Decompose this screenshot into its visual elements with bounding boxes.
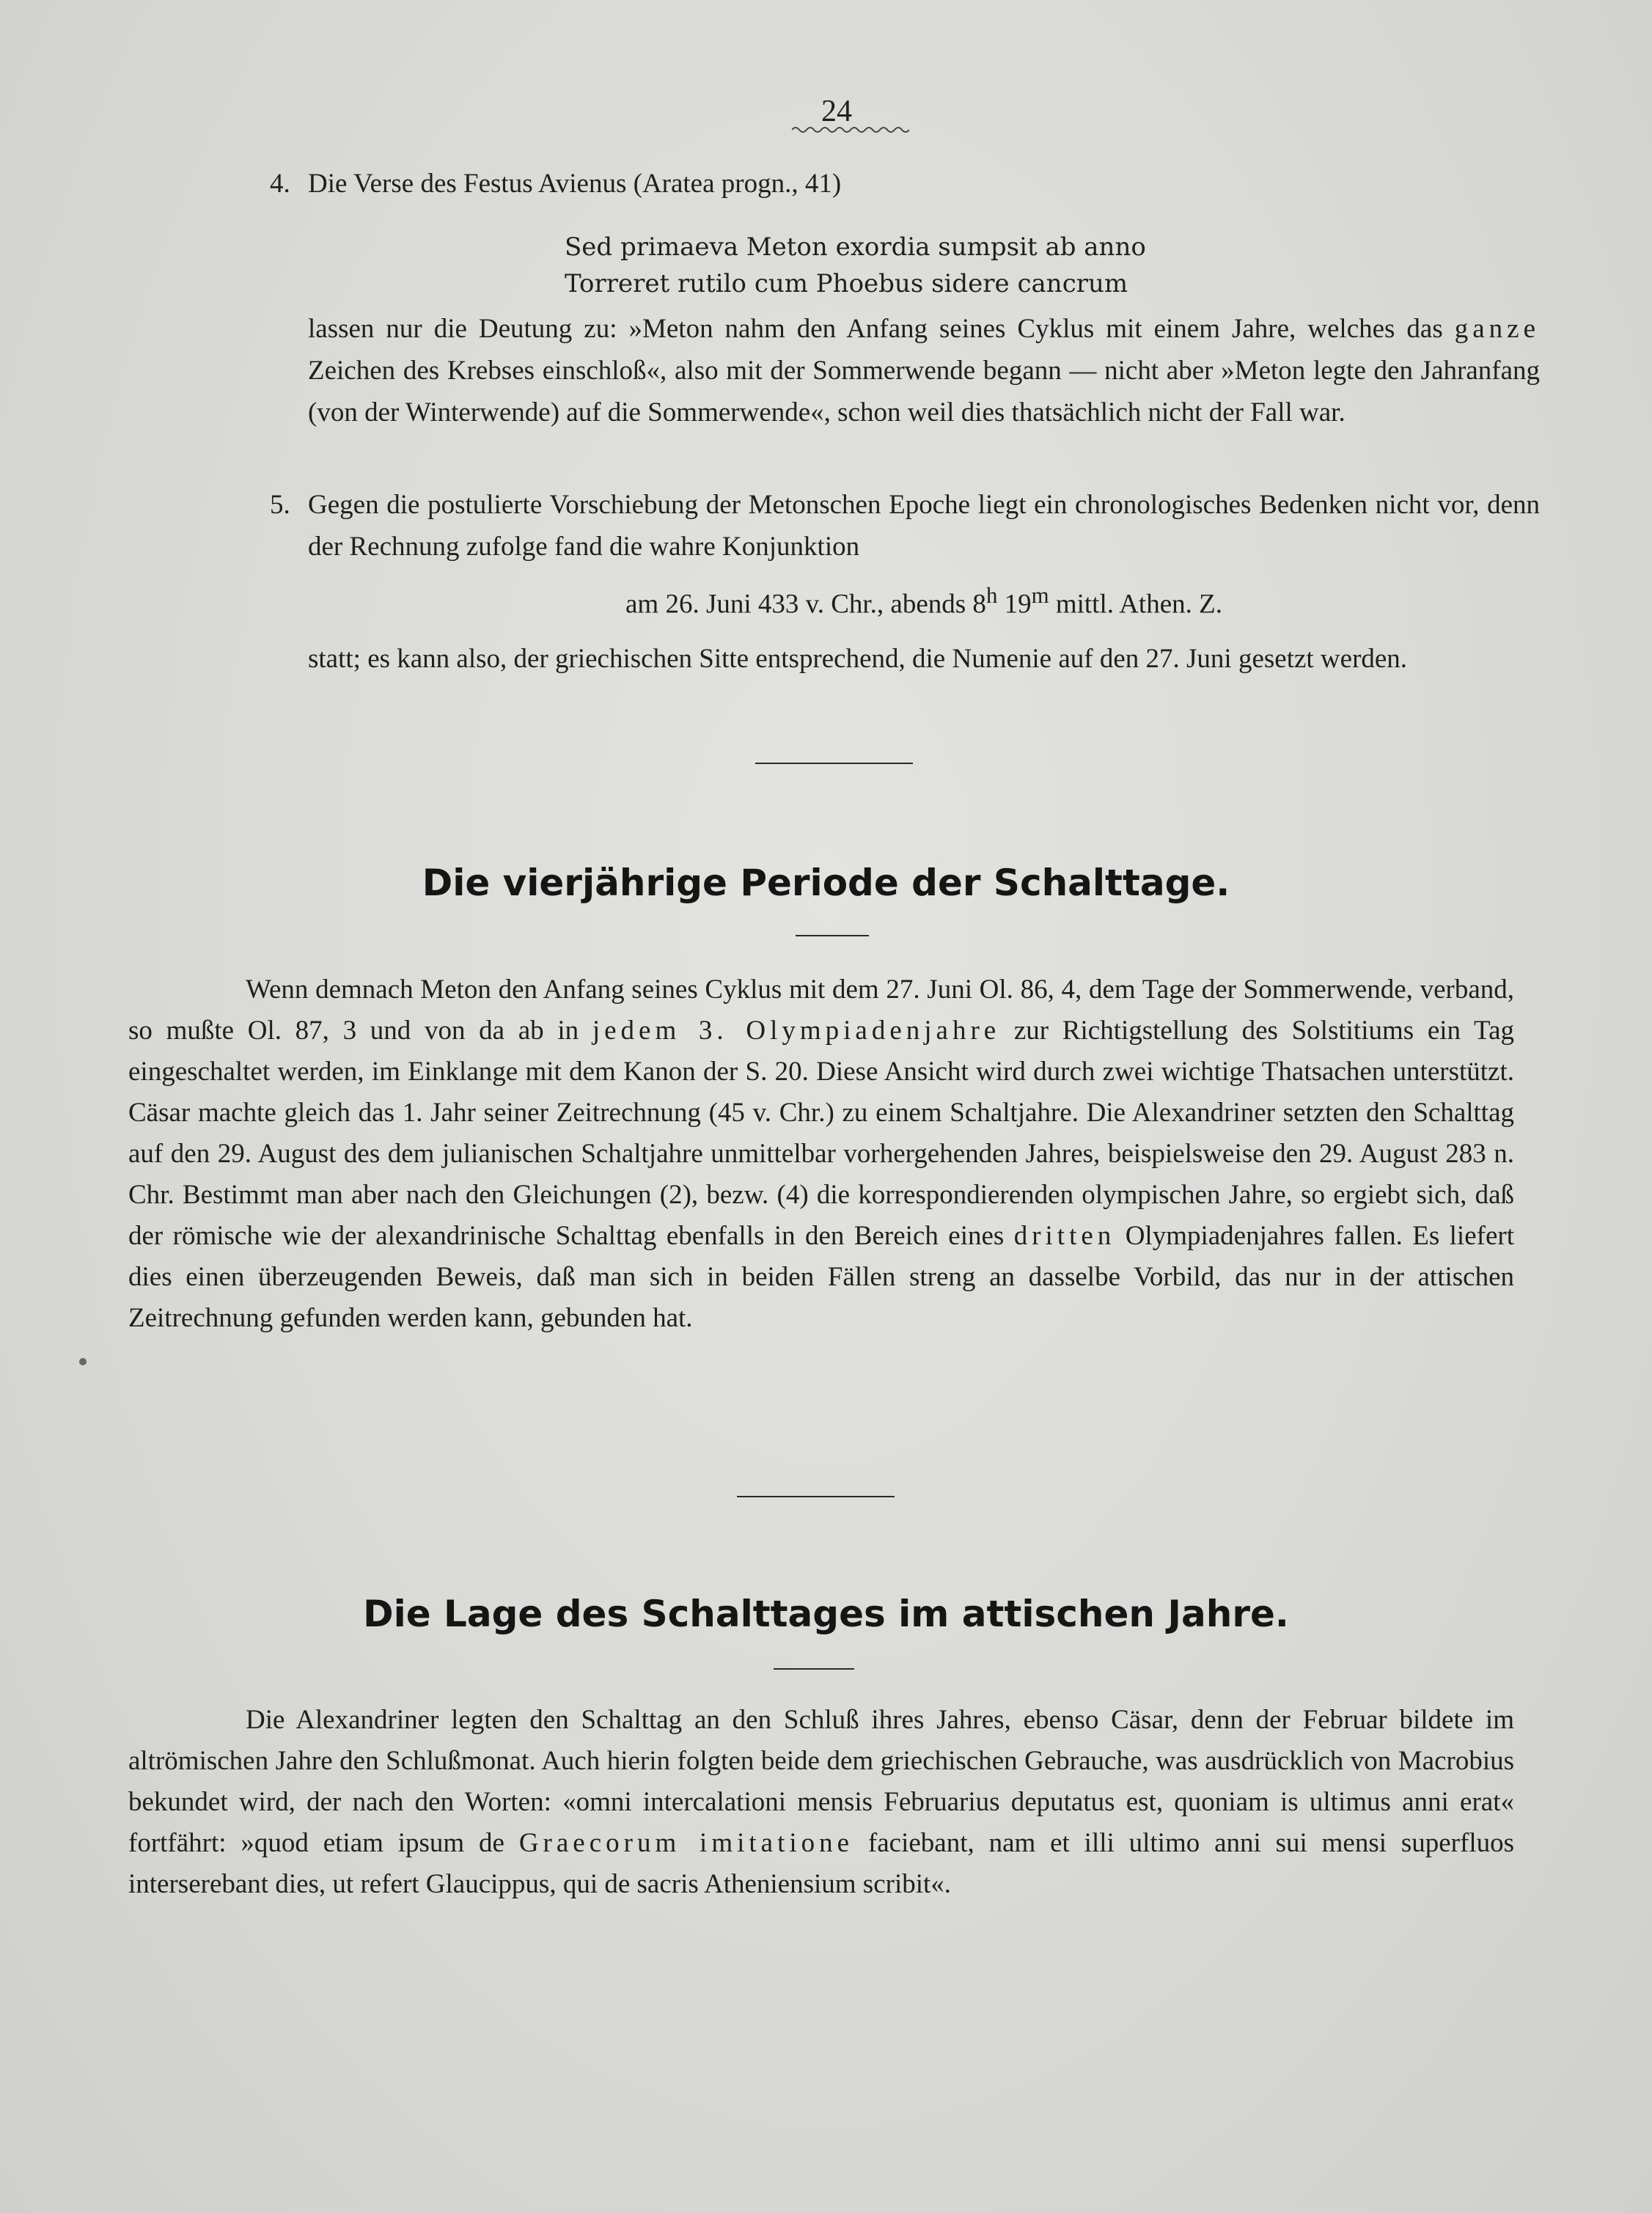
section-2-paragraph: Die Alexandriner legten den Schalttag an den Schluß ihres Jahres, ebenso Cäsar, denn der Februar bildete im altrömischen Jahre den Schlußmonat. Auch hierin folgten beide dem griechischen Gebrauche, was ausdrücklich von Macrobius bekundet wird, der nach den Worten: «omni intercalationi mensis Februarius deputatus est, quoniam is ultimus anni erat« fortfährt: »quod etiam ipsum de Graecorum imitatione faciebant, nam et illi ultimo anni sui mensi superfluos interserebant dies, ut refert Glaucippus, qui de sacris Atheniensium scribit«. [128, 1705, 1514, 1899]
item-5-continuation: statt; es kann also, der griechischen Sitte entsprechend, die Numenie auf den 27. Juni gesetzt werden. [308, 644, 1408, 674]
page-number-ornament [792, 125, 909, 135]
item-5-number: 5. [270, 490, 290, 520]
spaced-emphasis-1: jedem 3. Olympiadenjahre [592, 1016, 1001, 1046]
verse-block [565, 229, 1225, 302]
section-divider-2 [737, 1496, 895, 1497]
item-4 [270, 163, 1540, 205]
section-1-paragraph: Wenn demnach Meton den Anfang seines Cyklus mit dem 27. Juni Ol. 86, 4, dem Tage der Sommerwende, verband, so mußte Ol. 87, 3 und von da ab in jedem 3. Olympiadenjahre zur Richtigstellung des Solstitiums ein Tag eingeschaltet werden, im Einklange mit dem Kanon der S. 20. Diese Ansicht wird durch zwei wichtige Thatsachen unterstützt. Cäsar machte gleich das 1. Jahr seiner Zeitrechnung (45 v. Chr.) zu einem Schaltjahre. Die Alexandriner setzten den Schalttag auf den 29. August des dem julianischen Schaltjahre unmittelbar vorhergehenden Jahres, beispielsweise den 29. August 283 n. Chr. Bestimmt man aber nach den Gleichungen (2), bezw. (4) die korrespondierenden olympischen Jahre, so ergiebt sich, daß der römische wie der alexandrinische Schalttag ebenfalls in den Bereich eines dritten Olympiadenjahres fallen. Es liefert dies einen überzeugenden Beweis, daß man sich in beiden Fällen streng an dasselbe Vorbild, das nur in der attischen Zeitrechnung gefunden werden kann, gebunden hat. [128, 975, 1514, 1333]
item-4-text-b: Zeichen des Krebses einschloß«, also mit der Sommerwende begann — nicht aber »Meton legte den Jahranfang (von der Winterwende) auf die Sommerwende«, schon weil dies thatsächlich nicht der Fall war. [308, 356, 1540, 427]
heading-underline-2 [774, 1668, 854, 1670]
page-number: 24 [821, 95, 852, 128]
item-5 [270, 484, 1540, 568]
spaced-emphasis-2: dritten [1013, 1221, 1116, 1251]
item-5-text: Gegen die postulierte Vorschiebung der Metonschen Epoche liegt ein chronologisches Bedenken nicht vor, denn der Rechnung zufolge fand die wahre Konjunktion [308, 490, 1540, 562]
verse-line-2: Torreret rutilo cum Phoebus sidere cancrum [565, 269, 1128, 298]
conjunction-date-line: am 26. Juni 433 v. Chr., abends 8$^h$ 19$^m$ mittl. Athen. Z. [625, 583, 1222, 620]
paper-speck [79, 1358, 87, 1365]
spaced-emphasis-3: Graecorum imitatione [518, 1828, 854, 1858]
item-4-explanation [308, 308, 1540, 433]
item-4-text-a: lassen nur die Deutung zu: »Meton nahm den Anfang seines Cyklus mit einem Jahre, welches das [308, 314, 1455, 344]
heading-underline-1 [796, 935, 869, 936]
section-heading-2: Die Lage des Schalttages im attischen Jahre. [363, 1593, 1289, 1635]
item-4-number: 4. [270, 169, 290, 199]
section-divider-1 [755, 763, 913, 764]
item-4-spaced-word: ganze [1454, 314, 1540, 344]
item-4-intro: Die Verse des Festus Avienus (Aratea progn., 41) [308, 169, 842, 199]
section-heading-1: Die vierjährige Periode der Schalttage. [422, 862, 1230, 904]
verse-line-1: Sed primaeva Meton exordia sumpsit ab anno [565, 232, 1146, 262]
